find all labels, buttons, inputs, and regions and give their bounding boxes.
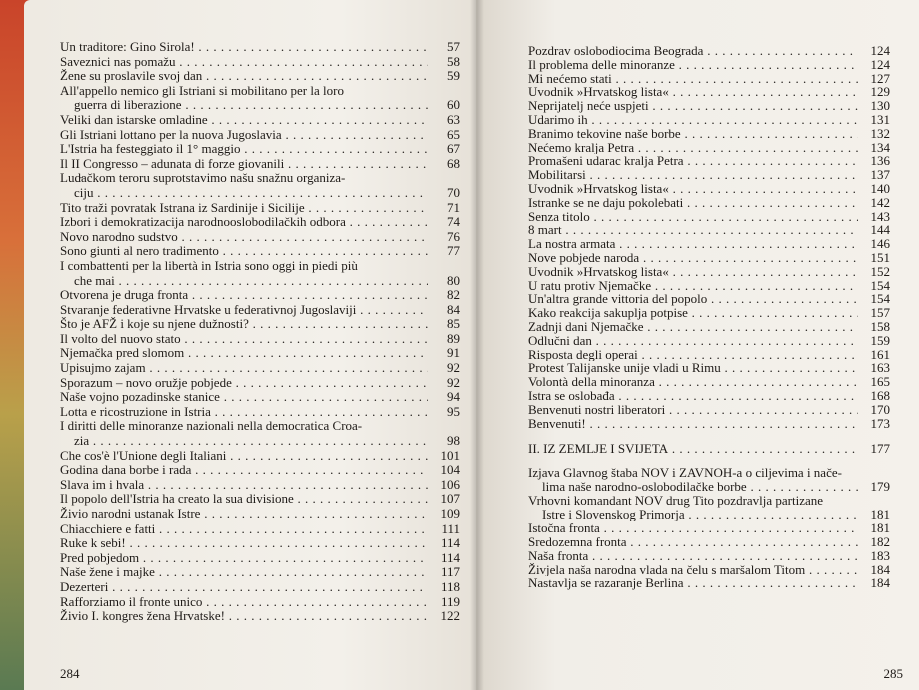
toc-entry-page: 124 <box>870 43 890 58</box>
toc-entry-page: 117 <box>440 564 460 580</box>
toc-entry-title: Istra se oslobađa . . . <box>528 389 858 403</box>
toc-entry-title: Pozdrav oslobodiocima Beograda . . . <box>528 44 858 58</box>
toc-entry-page: 183 <box>870 547 890 563</box>
toc-entry-page: 94 <box>447 389 460 405</box>
toc-entry-page: 182 <box>870 534 890 550</box>
toc-entry <box>60 449 460 464</box>
toc-entry-title: Zadnji dani Njemačke . . . <box>528 320 858 334</box>
toc-entry-page: 129 <box>870 84 890 100</box>
toc-entry <box>60 492 460 507</box>
toc-entry <box>528 141 890 155</box>
toc-entry-page: 179 <box>870 478 890 494</box>
left-page-number: 284 <box>60 666 80 681</box>
toc-entry <box>528 279 890 293</box>
toc-entry-title: Uvodnik »Hrvatskog lista« . . . <box>528 85 858 99</box>
toc-entry-title-continued: guerra di liberazione . . . <box>74 98 428 113</box>
toc-entry-title: I diritti delle minoranze nazionali nella democratica Croa- <box>60 418 363 434</box>
toc-entry <box>60 157 460 172</box>
toc-entry-title: Dezerteri . . . <box>60 580 428 595</box>
toc-entry-page: 181 <box>870 506 890 522</box>
right-toc-list <box>528 44 890 590</box>
toc-entry-title: Stvaranje federativne Hrvatske u federativnoj Jugoslaviji . . . <box>60 303 428 318</box>
toc-entry <box>528 417 890 431</box>
toc-entry-title: Ruke k sebi! . . . <box>60 536 428 551</box>
toc-entry-page: 177 <box>870 441 890 457</box>
toc-entry <box>60 244 460 259</box>
toc-entry-page: 59 <box>447 68 460 84</box>
toc-entry-page: 76 <box>447 228 460 244</box>
toc-entry-title: Naše vojno pozadinske stanice . . . <box>60 390 428 405</box>
toc-entry-title: Vrhovni komandant NOV drug Tito pozdravlja partizane <box>528 492 824 508</box>
toc-entry <box>528 334 890 348</box>
toc-entry-title: Novo narodno sudstvo . . . <box>60 230 428 245</box>
toc-entry <box>528 361 890 375</box>
toc-entry <box>528 563 890 577</box>
toc-entry-page: 140 <box>870 180 890 196</box>
toc-entry-page: 143 <box>870 208 890 224</box>
toc-entry-title-continued: zia . . . <box>74 434 428 449</box>
toc-entry-page: 91 <box>447 345 460 361</box>
toc-entry-title: Otvorena je druga fronta . . . <box>60 288 428 303</box>
toc-entry-page: 106 <box>440 476 460 492</box>
toc-entry-title: Slava im i hvala . . . <box>60 478 428 493</box>
toc-entry-page: 168 <box>870 387 890 403</box>
toc-entry <box>60 55 460 70</box>
toc-entry-title: Uvodnik »Hrvatskog lista« . . . <box>528 182 858 196</box>
toc-entry-title: Pred pobjedom . . . <box>60 551 428 566</box>
toc-entry-title: La nostra armata . . . <box>528 237 858 251</box>
toc-entry <box>528 521 890 535</box>
toc-entry <box>528 99 890 113</box>
toc-entry-page: 98 <box>447 433 460 449</box>
toc-entry-continuation <box>60 434 460 449</box>
toc-entry-page: 136 <box>870 153 890 169</box>
toc-entry-page: 122 <box>440 608 460 624</box>
toc-entry-page: 130 <box>870 98 890 114</box>
toc-entry-title: Il volto del nuovo stato . . . <box>60 332 428 347</box>
toc-entry <box>528 223 890 237</box>
toc-entry-title: Il problema delle minoranze . . . <box>528 58 858 72</box>
toc-entry <box>60 507 460 522</box>
toc-entry-title: Žene su proslavile svoj dan . . . <box>60 69 428 84</box>
toc-entry <box>60 536 460 551</box>
toc-entry-page: 131 <box>870 111 890 127</box>
toc-entry-title: Živio I. kongres žena Hrvatske! . . . <box>60 609 428 624</box>
toc-entry <box>60 84 460 113</box>
toc-entry-title: Un traditore: Gino Sirola! . . . <box>60 40 428 55</box>
toc-entry <box>528 44 890 58</box>
toc-entry <box>60 317 460 332</box>
toc-entry <box>60 113 460 128</box>
toc-entry-title: Nastavlja se razaranje Berlina . . . <box>528 576 858 590</box>
toc-entry-page: 137 <box>870 167 890 183</box>
toc-entry <box>528 168 890 182</box>
right-page <box>476 0 919 690</box>
toc-entry-title: Promašeni udarac kralja Petra . . . <box>528 154 858 168</box>
toc-entry-page: 144 <box>870 222 890 238</box>
toc-entry <box>528 85 890 99</box>
toc-entry-page: 89 <box>447 330 460 346</box>
toc-entry-title: Njemačka pred slomom . . . <box>60 346 428 361</box>
toc-entry <box>528 320 890 334</box>
toc-entry <box>528 182 890 196</box>
toc-entry-title: Uvodnik »Hrvatskog lista« . . . <box>528 265 858 279</box>
toc-entry-page: 154 <box>870 291 890 307</box>
toc-entry <box>60 463 460 478</box>
toc-entry <box>528 237 890 251</box>
toc-entry <box>528 375 890 389</box>
toc-entry-title: Naša fronta . . . <box>528 549 858 563</box>
toc-entry <box>60 522 460 537</box>
toc-entry <box>60 595 460 610</box>
toc-entry-continuation <box>528 480 890 494</box>
toc-entry-page: 114 <box>440 549 460 565</box>
toc-entry-title: Odlučni dan . . . <box>528 334 858 348</box>
toc-entry <box>528 265 890 279</box>
toc-entry <box>528 389 890 403</box>
toc-entry-page: 95 <box>447 403 460 419</box>
toc-entry-title-continued: Istre i Slovenskog Primorja . . . <box>542 508 858 522</box>
toc-entry-page: 163 <box>870 360 890 376</box>
toc-entry <box>60 565 460 580</box>
toc-entry-title: Nećemo kralja Petra . . . <box>528 141 858 155</box>
toc-entry-title: All'appello nemico gli Istriani si mobilitano per la loro <box>60 82 344 98</box>
left-page <box>24 0 476 690</box>
toc-entry-title: I combattenti per la libertà in Istria sono oggi in piedi più <box>60 257 358 273</box>
toc-entry-continuation <box>60 98 460 113</box>
toc-entry-page: 158 <box>870 318 890 334</box>
toc-entry <box>60 405 460 420</box>
toc-entry-page: 70 <box>447 184 460 200</box>
toc-entry-title-continued: lima naše narodno-oslobodilačke borbe . . . <box>542 480 858 494</box>
toc-entry <box>60 551 460 566</box>
toc-entry-page: 84 <box>447 301 460 317</box>
toc-entry <box>528 72 890 86</box>
toc-entry <box>60 390 460 405</box>
toc-entry-title: Lotta e ricostruzione in Istria . . . <box>60 405 428 420</box>
toc-entry <box>528 403 890 417</box>
toc-entry <box>60 288 460 303</box>
toc-entry-title: Godina dana borbe i rada . . . <box>60 463 428 478</box>
left-toc-list <box>60 40 460 624</box>
toc-entry-title: Upisujmo zajam . . . <box>60 361 428 376</box>
toc-entry-page: 92 <box>447 374 460 390</box>
toc-entry-title: Un'altra grande vittoria del popolo . . . <box>528 292 858 306</box>
toc-entry-title: Izbori i demokratizacija narodnooslobodilačkih odbora . . . <box>60 215 428 230</box>
toc-entry-page: 60 <box>447 97 460 113</box>
toc-entry <box>528 127 890 141</box>
right-page-number: 285 <box>883 666 903 681</box>
toc-entry-page: 127 <box>870 70 890 86</box>
toc-entry-page: 170 <box>870 401 890 417</box>
toc-entry-title: Risposta degli operai . . . <box>528 348 858 362</box>
toc-entry-page: 68 <box>447 155 460 171</box>
toc-section-heading <box>528 442 890 456</box>
toc-entry-page: 57 <box>447 39 460 54</box>
toc-entry-title: Sporazum – novo oružje pobjede . . . <box>60 376 428 391</box>
toc-entry <box>528 58 890 72</box>
toc-entry <box>528 154 890 168</box>
toc-entry-title: Sredozemna fronta . . . <box>528 535 858 549</box>
toc-entry <box>528 113 890 127</box>
toc-entry-page: 65 <box>447 126 460 142</box>
toc-entry <box>528 535 890 549</box>
toc-entry <box>60 332 460 347</box>
toc-entry-title: Neprijatelj neće uspjeti . . . <box>528 99 858 113</box>
toc-entry-page: 58 <box>447 53 460 69</box>
toc-entry-title: Saveznici nas pomažu . . . <box>60 55 428 70</box>
toc-entry-title: Sono giunti al nero tradimento . . . <box>60 244 428 259</box>
toc-entry <box>60 171 460 200</box>
toc-entry-page: 124 <box>870 56 890 72</box>
toc-entry-page: 114 <box>440 535 460 551</box>
toc-entry-page: 107 <box>440 491 460 507</box>
toc-entry-title-continued: ciju . . . <box>74 186 428 201</box>
toc-entry <box>60 609 460 624</box>
toc-entry <box>60 215 460 230</box>
toc-entry-title: Benvenuti nostri liberatori . . . <box>528 403 858 417</box>
toc-entry-page: 85 <box>447 316 460 332</box>
toc-entry <box>60 259 460 288</box>
toc-entry-page: 152 <box>870 263 890 279</box>
toc-entry-page: 109 <box>440 506 460 521</box>
toc-entry-continuation <box>528 508 890 522</box>
toc-entry-page: 67 <box>447 141 460 157</box>
toc-entry <box>528 210 890 224</box>
toc-entry <box>60 230 460 245</box>
toc-entry <box>60 376 460 391</box>
toc-entry-continuation <box>60 186 460 201</box>
toc-entry-title: Protest Talijanske unije vladi u Rimu . . . <box>528 361 858 375</box>
toc-entry-page: 151 <box>870 249 890 265</box>
toc-entry-title: Mobilitarsi . . . <box>528 168 858 182</box>
toc-entry-page: 74 <box>447 214 460 230</box>
toc-entry-page: 77 <box>447 243 460 259</box>
toc-entry <box>60 419 460 448</box>
toc-entry-title: Il II Congresso – adunata di forze giovanili . . . <box>60 157 428 172</box>
toc-entry-continuation <box>60 274 460 289</box>
toc-entry <box>60 69 460 84</box>
toc-entry <box>528 549 890 563</box>
toc-entry-title: Volontà della minoranza . . . <box>528 375 858 389</box>
toc-entry <box>528 466 890 494</box>
toc-entry <box>60 478 460 493</box>
toc-entry <box>528 576 890 590</box>
toc-entry-title: Lud̵ačkom teroru suprotstavimo našu snažnu organiza- <box>60 170 346 186</box>
toc-entry-page: 119 <box>440 593 460 609</box>
toc-entry-title: L'Istria ha festeggiato il 1° maggio . . . <box>60 142 428 157</box>
toc-entry-page: 101 <box>440 447 460 463</box>
toc-entry <box>60 346 460 361</box>
toc-entry-title: Živio narodni ustanak Istre . . . <box>60 507 428 522</box>
toc-entry-title: Il popolo dell'Istria ha creato la sua divisione . . . <box>60 492 428 507</box>
toc-entry-page: 71 <box>447 199 460 215</box>
toc-entry <box>60 580 460 595</box>
toc-entry-title: Gli Istriani lottano per la nuova Jugoslavia . . . <box>60 128 428 143</box>
toc-entry-title: Senza titolo . . . <box>528 210 858 224</box>
toc-entry-title: Živjela naša narodna vlada na čelu s maršalom Titom . . . <box>528 563 858 577</box>
toc-entry-page: 161 <box>870 346 890 362</box>
toc-entry-title: 8 mart . . . <box>528 223 858 237</box>
toc-entry-title: Rafforziamo il fronte unico . . . <box>60 595 428 610</box>
toc-entry <box>60 40 460 55</box>
toc-entry-title: II. IZ ZEMLJE I SVIJETA . . . <box>528 442 858 456</box>
toc-entry <box>528 306 890 320</box>
toc-entry-page: 184 <box>870 561 890 577</box>
toc-entry-title: Izjava Glavnog štaba NOV i ZAVNOH-a o ciljevima i nače- <box>528 465 842 481</box>
toc-entry-page: 80 <box>447 272 460 288</box>
toc-entry-title: Udarimo ih . . . <box>528 113 858 127</box>
toc-entry-title: U ratu protiv Njemačke . . . <box>528 279 858 293</box>
toc-entry-title: Naše žene i majke . . . <box>60 565 428 580</box>
toc-entry <box>60 201 460 216</box>
toc-entry-page: 104 <box>440 462 460 478</box>
toc-entry-page: 173 <box>870 415 890 431</box>
toc-entry-page: 134 <box>870 139 890 155</box>
toc-entry-title: Chiacchiere e fatti . . . <box>60 522 428 537</box>
toc-entry-page: 92 <box>447 360 460 376</box>
toc-entry-page: 165 <box>870 374 890 390</box>
toc-entry-title: Tito traži povratak Istrana iz Sardinije i Sicilije . . . <box>60 201 428 216</box>
toc-entry-page: 159 <box>870 332 890 348</box>
toc-entry-title: Nove pobjede naroda . . . <box>528 251 858 265</box>
toc-entry-title-continued: che mai . . . <box>74 274 428 289</box>
toc-entry-page: 63 <box>447 111 460 127</box>
toc-entry <box>60 361 460 376</box>
toc-entry-page: 154 <box>870 277 890 293</box>
toc-entry-title: Istranke se ne daju pokolebati . . . <box>528 196 858 210</box>
toc-entry-page: 118 <box>440 578 460 594</box>
toc-entry <box>528 251 890 265</box>
toc-entry <box>60 303 460 318</box>
toc-entry-page: 111 <box>441 520 460 536</box>
toc-entry <box>60 128 460 143</box>
toc-entry-title: Benvenuti! . . . <box>528 417 858 431</box>
toc-entry-page: 132 <box>870 125 890 141</box>
toc-entry-page: 181 <box>870 520 890 536</box>
toc-entry-title: Što je AFŽ i koje su njene dužnosti? . . . <box>60 317 428 332</box>
toc-entry-title: Branimo tekovine naše borbe . . . <box>528 127 858 141</box>
toc-entry-title: Mi nećemo stati . . . <box>528 72 858 86</box>
toc-entry-page: 146 <box>870 236 890 252</box>
toc-entry-page: 184 <box>870 575 890 591</box>
toc-entry <box>528 292 890 306</box>
toc-entry-page: 82 <box>447 287 460 303</box>
toc-entry <box>528 348 890 362</box>
toc-entry <box>528 494 890 522</box>
toc-entry-title: Veliki dan istarske omladine . . . <box>60 113 428 128</box>
toc-entry <box>60 142 460 157</box>
toc-entry <box>528 196 890 210</box>
toc-entry-page: 157 <box>870 305 890 321</box>
toc-entry-page: 142 <box>870 194 890 210</box>
toc-entry-title: Istočna fronta . . . <box>528 521 858 535</box>
toc-entry-title: Kako reakcija sakuplja potpise . . . <box>528 306 858 320</box>
toc-entry-title: Che cos'è l'Unione degli Italiani . . . <box>60 449 428 464</box>
